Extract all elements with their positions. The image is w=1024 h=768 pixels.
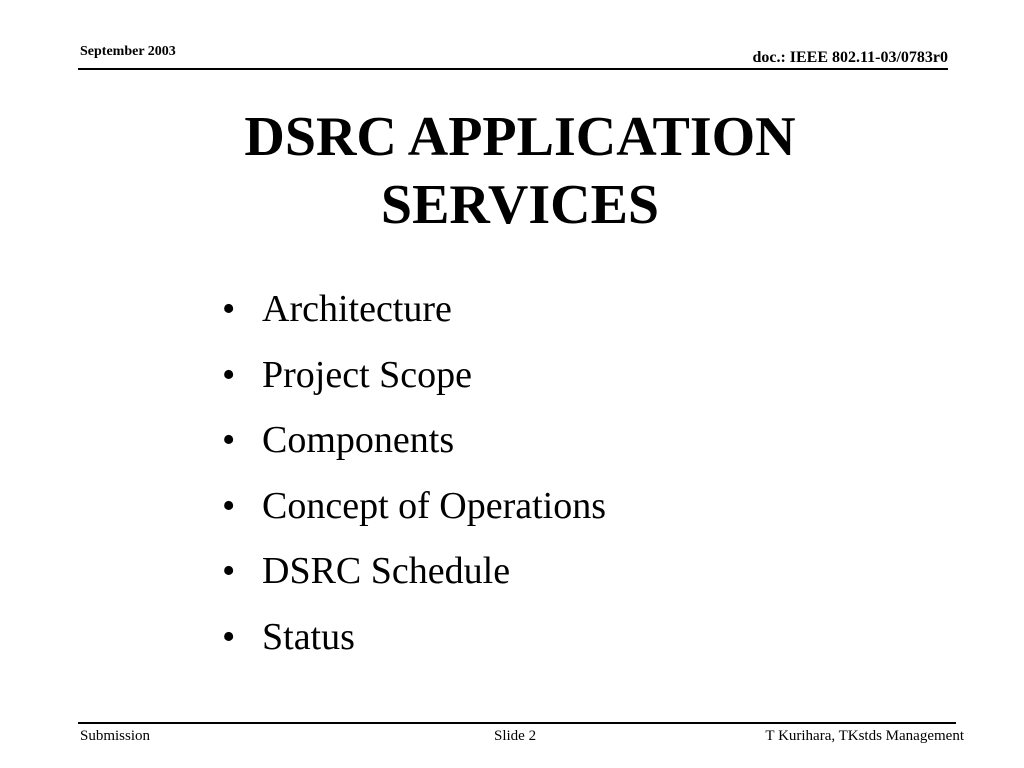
bullet-marker: • (222, 288, 236, 330)
bullet-text: Architecture (262, 288, 452, 330)
footer-slide-number: Slide 2 (494, 728, 537, 744)
bullet-marker: • (222, 419, 236, 461)
bullet-marker: • (222, 484, 236, 527)
header-divider (78, 68, 948, 70)
bullet-marker: • (222, 550, 236, 592)
footer-divider (78, 722, 956, 724)
header-date: September 2003 (80, 44, 176, 59)
bullet-item-architecture (222, 282, 606, 348)
bullet-list (222, 282, 606, 675)
bullet-text: Project Scope (262, 353, 473, 396)
bullet-marker: • (222, 353, 236, 396)
bullet-marker: • (222, 615, 236, 658)
bullet-item-concept-of-operations (222, 479, 606, 545)
footer-author: T Kurihara, TKstds Management (765, 728, 964, 744)
bullet-text: Concept of Operations (262, 484, 607, 527)
bullet-text: Components (262, 419, 455, 461)
bullet-item-dsrc-schedule (222, 544, 606, 610)
bullet-item-components (222, 413, 606, 479)
header-doc-id: doc.: IEEE 802.11-03/0783r0 (752, 49, 948, 66)
slide-title-line-2: SERVICES (380, 174, 660, 236)
slide-title (0, 103, 1024, 239)
bullet-text: DSRC Schedule (262, 550, 511, 592)
bullet-text: Status (262, 615, 355, 658)
bullet-item-project-scope (222, 348, 606, 414)
bullet-item-status (222, 610, 606, 676)
footer-submission: Submission (80, 728, 151, 744)
slide-title-line-1: DSRC APPLICATION (244, 106, 796, 168)
